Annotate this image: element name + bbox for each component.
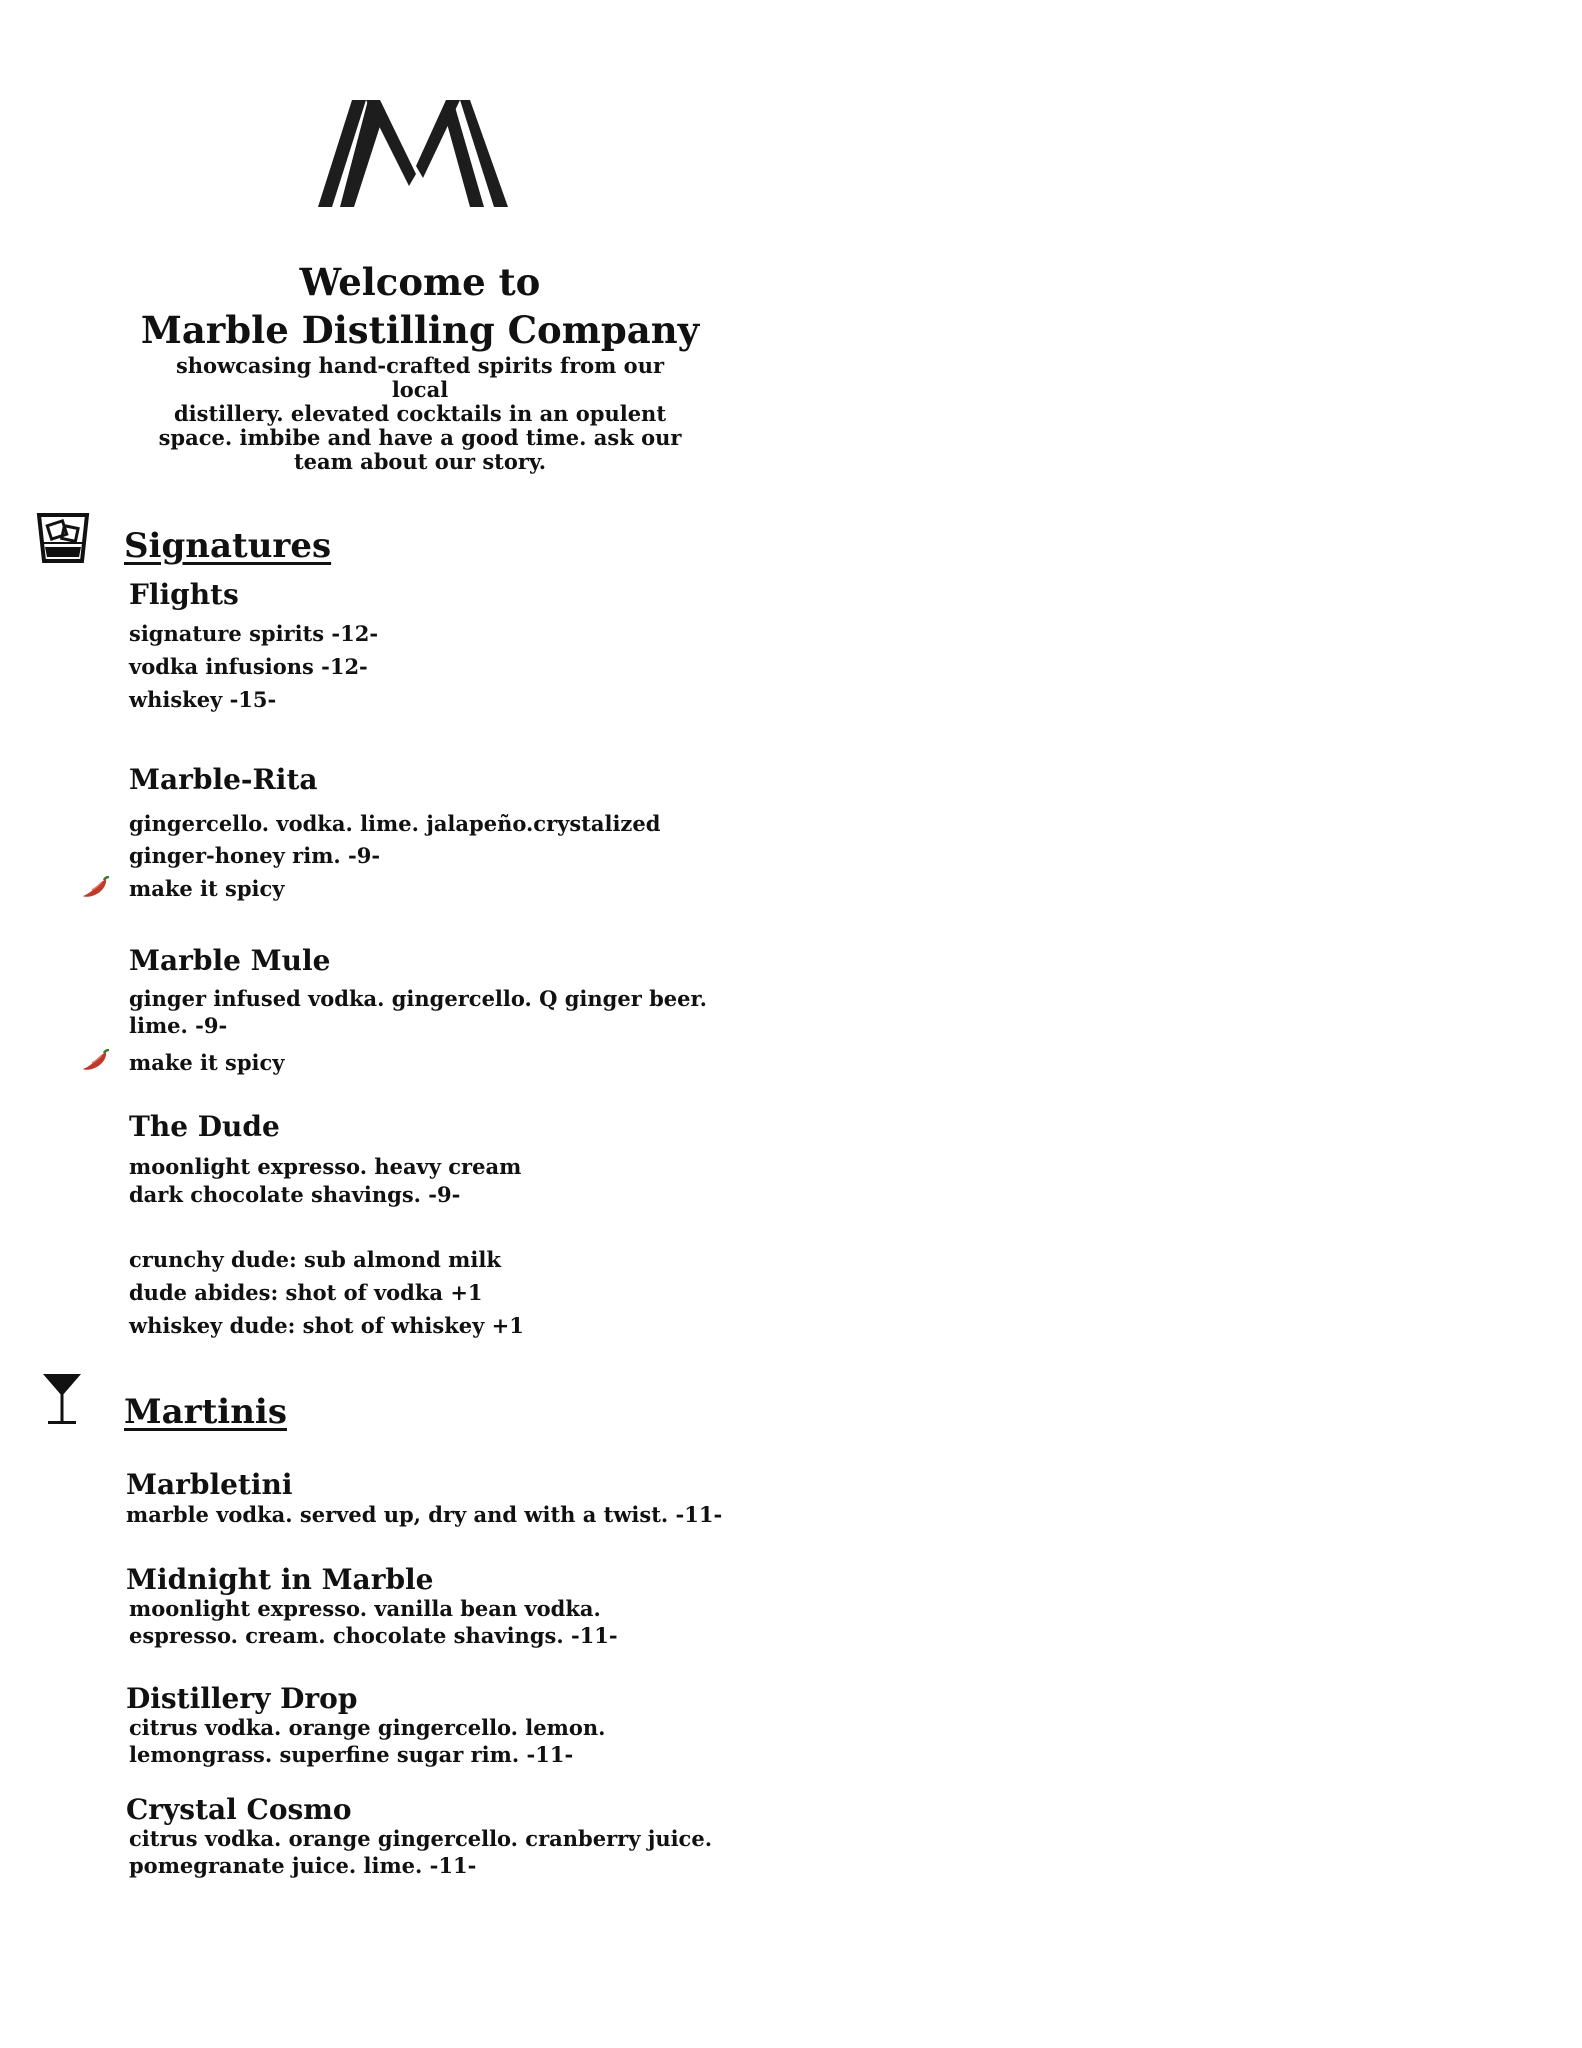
spicy-option: make it spicy (129, 876, 285, 901)
item-desc: moonlight expresso. heavy cream (129, 1154, 522, 1179)
item-desc: gingercello. vodka. lime. jalapeño.crystalized (129, 811, 661, 836)
rocks-glass-icon (36, 513, 90, 565)
item-name-marble-rita: Marble-Rita (129, 763, 318, 796)
tagline-line: showcasing hand-crafted spirits from our local (175, 353, 665, 402)
item-desc: marble vodka. served up, dry and with a twist. -11- (126, 1502, 723, 1527)
section-title-martinis: Martinis (124, 1392, 287, 1432)
tagline-line: space. imbibe and have a good time. ask our (158, 425, 682, 450)
item-desc: citrus vodka. orange gingercello. lemon. (129, 1715, 606, 1740)
tagline-line: team about our story. (293, 449, 547, 474)
item-name-crystal-cosmo: Crystal Cosmo (126, 1793, 352, 1826)
section-title-signatures: Signatures (124, 526, 332, 566)
item-desc: dark chocolate shavings. -9- (129, 1182, 461, 1207)
item-name-marbletini: Marbletini (126, 1468, 293, 1501)
item-desc: ginger-honey rim. -9- (129, 843, 381, 868)
flight-item: whiskey -15- (129, 687, 277, 712)
dude-variant: whiskey dude: shot of whiskey +1 (129, 1313, 524, 1338)
item-name-flights: Flights (129, 578, 239, 611)
welcome-line-2: Marble Distilling Company (140, 308, 700, 352)
item-desc: espresso. cream. chocolate shavings. -11- (129, 1623, 618, 1648)
item-desc: citrus vodka. orange gingercello. cranberry juice. (129, 1826, 713, 1851)
chili-pepper-icon (82, 876, 110, 900)
item-desc: pomegranate juice. lime. -11- (129, 1853, 477, 1878)
chili-pepper-icon (82, 1049, 110, 1073)
martini-glass-icon (42, 1372, 82, 1426)
item-name-marble-mule: Marble Mule (129, 944, 331, 977)
welcome-line-1: Welcome to (299, 260, 541, 304)
spicy-option: make it spicy (129, 1050, 285, 1075)
flight-item: vodka infusions -12- (129, 654, 368, 679)
item-name-midnight-in-marble: Midnight in Marble (126, 1563, 434, 1596)
item-name-distillery-drop: Distillery Drop (126, 1682, 358, 1715)
item-desc: ginger infused vodka. gingercello. Q ginger beer. (129, 986, 707, 1011)
item-desc: moonlight expresso. vanilla bean vodka. (129, 1596, 601, 1621)
tagline (150, 354, 690, 474)
item-name-the-dude: The Dude (129, 1110, 280, 1143)
flight-item: signature spirits -12- (129, 621, 379, 646)
tagline-line: distillery. elevated cocktails in an opulent (173, 401, 667, 426)
marble-logo (318, 82, 508, 212)
dude-variant: dude abides: shot of vodka +1 (129, 1280, 483, 1305)
dude-variant: crunchy dude: sub almond milk (129, 1247, 501, 1272)
item-desc: lemongrass. superfine sugar rim. -11- (129, 1742, 574, 1767)
marble-m-logo-icon (318, 82, 508, 212)
item-desc: lime. -9- (129, 1013, 228, 1038)
